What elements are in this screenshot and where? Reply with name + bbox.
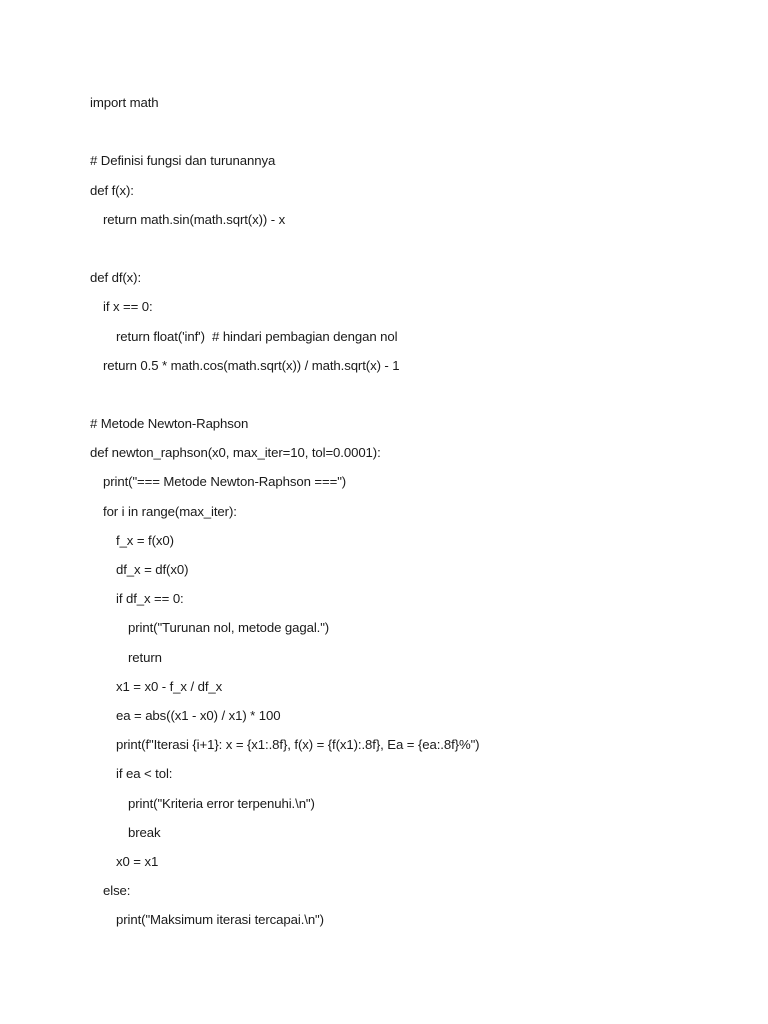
code-line: x1 = x0 - f_x / df_x [116,678,223,694]
code-line: if x == 0: [103,299,153,315]
code-line: return [128,649,162,665]
code-line: print(f"Iterasi {i+1}: x = {x1:.8f}, f(x) = {f(x1):.8f}, Ea = {ea:.8f}%") [116,737,480,753]
code-line: if df_x == 0: [116,591,184,607]
code-line: else: [103,883,131,899]
code-line: if ea < tol: [116,766,173,782]
code-line: x0 = x1 [116,853,159,869]
blank-line [90,117,730,146]
code-line: print("Maksimum iterasi tercapai.\n") [116,912,324,928]
code-line: print("=== Metode Newton-Raphson ===") [103,474,347,490]
code-block [90,88,730,934]
code-line: # Definisi fungsi dan turunannya [90,153,276,169]
code-line: print("Turunan nol, metode gagal.") [128,620,330,636]
code-line: return math.sin(math.sqrt(x)) - x [103,211,286,227]
code-line: def df(x): [90,270,142,286]
code-line: ea = abs((x1 - x0) / x1) * 100 [116,707,281,723]
code-line: return 0.5 * math.cos(math.sqrt(x)) / math.sqrt(x) - 1 [103,357,400,373]
code-line: for i in range(max_iter): [103,503,237,519]
code-line: def newton_raphson(x0, max_iter=10, tol=0.0001): [90,445,381,461]
code-line: import math [90,95,159,110]
code-line: # Metode Newton-Raphson [90,416,249,432]
code-line: f_x = f(x0) [116,532,174,548]
code-line: df_x = df(x0) [116,562,189,577]
blank-line [90,234,730,263]
code-line: print("Kriteria error terpenuhi.\n") [128,795,315,811]
code-line: return float('inf') # hindari pembagian dengan nol [116,328,398,344]
code-line: def f(x): [90,182,134,198]
code-line: break [128,824,161,840]
blank-line [90,380,730,409]
